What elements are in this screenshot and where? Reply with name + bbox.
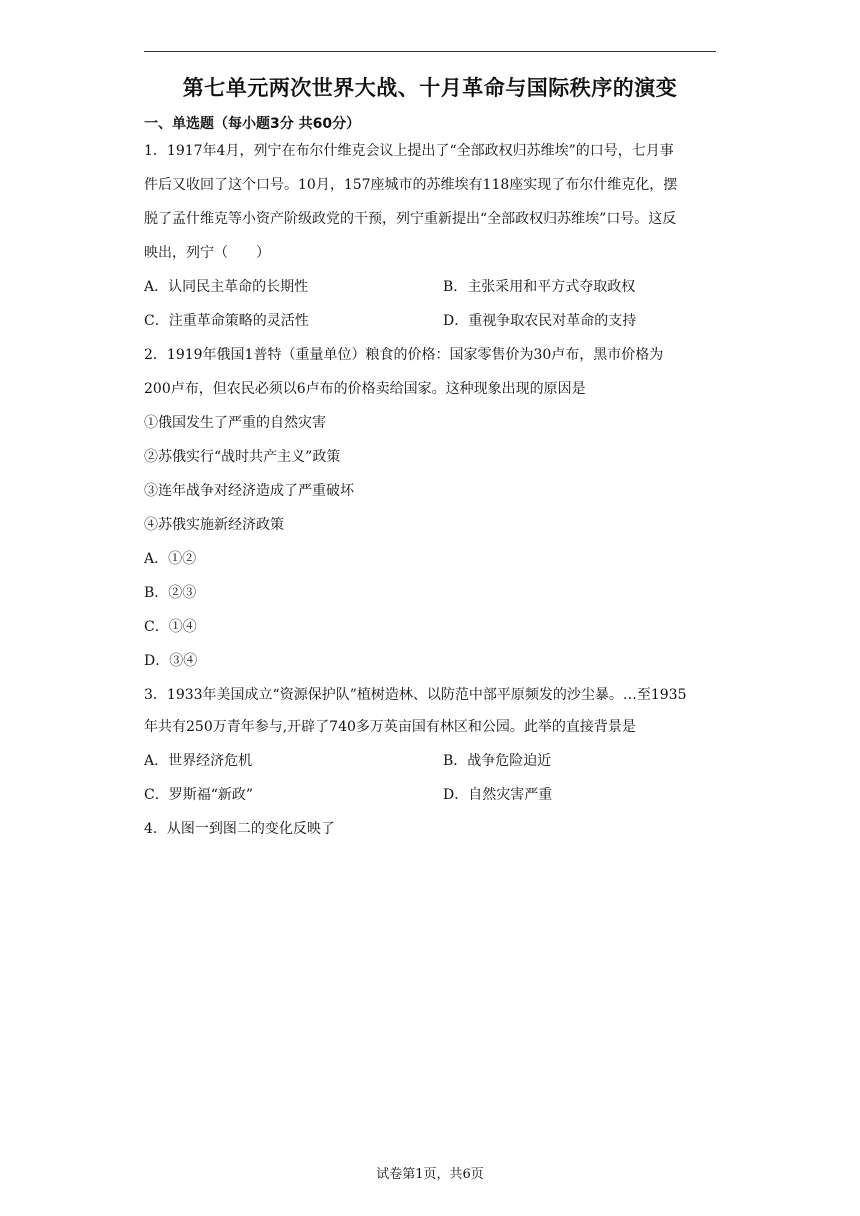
q2-option-b: B．②③ xyxy=(144,585,197,601)
q2-option-d: D．③④ xyxy=(144,653,198,669)
page-title: 第七单元两次世界大战、十月革命与国际秩序的演变 xyxy=(182,76,678,100)
q1-option-b: B．主张采用和平方式夺取政权 xyxy=(443,279,636,295)
q1-text-line-4: 映出，列宁（ ） xyxy=(144,245,270,261)
q3-text-line-2: 年共有250万青年参与,开辟了740多万英亩国有林区和公园。此举的直接背景是 xyxy=(144,719,636,735)
q3-option-b: B．战争危险迫近 xyxy=(443,753,552,769)
q1-option-c: C．注重革命策略的灵活性 xyxy=(144,313,309,329)
q4-text-line-1: 4．从图一到图二的变化反映了 xyxy=(144,821,335,837)
q2-text-line-2: 200卢布，但农民必须以6卢布的价格卖给国家。这种现象出现的原因是 xyxy=(144,381,586,397)
q3-option-a: A．世界经济危机 xyxy=(144,753,253,769)
page-footer: 试卷第1页，共6页 xyxy=(376,1167,484,1182)
q2-option-a: A．①② xyxy=(144,551,197,567)
q2-item-2: ②苏俄实行“战时共产主义”政策 xyxy=(144,449,341,465)
q1-option-a: A．认同民主革命的长期性 xyxy=(144,279,309,295)
q2-text-line-1: 2．1919年俄国1普特（重量单位）粮食的价格：国家零售价为30卢布，黑市价格为 xyxy=(144,347,664,363)
q1-text-line-3: 脱了孟什维克等小资产阶级政党的干预，列宁重新提出“全部政权归苏维埃”口号。这反 xyxy=(144,211,677,227)
q2-item-3: ③连年战争对经济造成了严重破坏 xyxy=(144,483,354,499)
q3-text-line-1: 3．1933年美国成立“资源保护队”植树造林、以防范中部平原频发的沙尘暴。…至1935 xyxy=(144,687,687,703)
q2-option-c: C．①④ xyxy=(144,619,197,635)
q3-option-c: C．罗斯福“新政” xyxy=(144,787,254,803)
header-rule xyxy=(144,51,716,52)
q2-item-1: ①俄国发生了严重的自然灾害 xyxy=(144,415,326,431)
section-heading: 一、单选题（每小题3分 共60分） xyxy=(144,116,361,132)
q1-text-line-1: 1．1917年4月，列宁在布尔什维克会议上提出了“全部政权归苏维埃”的口号，七月事 xyxy=(144,143,674,159)
q1-option-d: D．重视争取农民对革命的支持 xyxy=(443,313,637,329)
q3-option-d: D．自然灾害严重 xyxy=(443,787,553,803)
q2-item-4: ④苏俄实施新经济政策 xyxy=(144,517,284,533)
q1-text-line-2: 件后又收回了这个口号。10月，157座城市的苏维埃有118座实现了布尔什维克化，摆 xyxy=(144,177,678,193)
